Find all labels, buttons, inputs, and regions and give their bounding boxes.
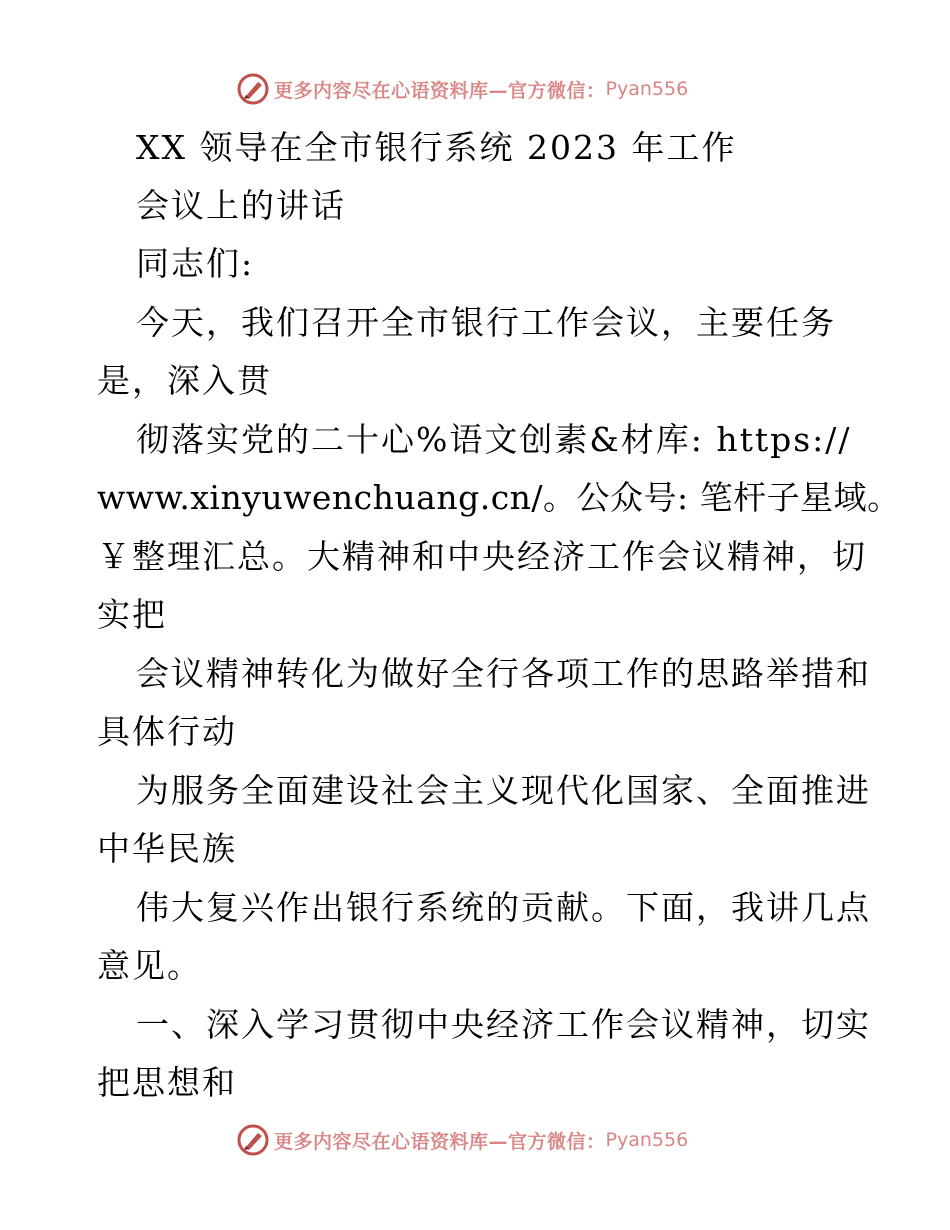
paragraph-line: 实把	[97, 595, 167, 634]
paragraph-line: 今天，我们召开全市银行工作会议，主要任务	[136, 303, 836, 342]
paragraph-line: 会议精神转化为做好全行各项工作的思路举措和	[136, 654, 871, 693]
header-watermark	[236, 72, 688, 106]
section-heading-line: 一、深入学习贯彻中央经济工作会议精神，切实	[136, 1005, 871, 1044]
title-line-1: XX 领导在全市银行系统 2023 年工作	[136, 128, 737, 167]
paragraph-line: 是，深入贯	[97, 361, 272, 400]
paragraph-line: 为服务全面建设社会主义现代化国家、全面推进	[136, 771, 871, 810]
footer-watermark	[236, 1123, 688, 1157]
paragraph-line: 具体行动	[97, 712, 237, 751]
paragraph-line: 彻落实党的二十心%语文创素&材库: https://	[136, 420, 852, 459]
watermark-text: 更多内容尽在心语资料库—官方微信：	[274, 1130, 606, 1153]
paragraph-line: www.xinyuwenchuang.cn/。公众号: 笔杆子星域。	[97, 478, 901, 517]
paragraph-line: ￥整理汇总。大精神和中央经济工作会议精神，切	[97, 537, 867, 576]
watermark-wechat-id: Pyan556	[605, 78, 689, 100]
title-line-2: 会议上的讲话	[136, 186, 346, 225]
watermark-wechat-id: Pyan556	[605, 1129, 689, 1151]
pen-logo-icon	[236, 72, 270, 106]
paragraph-line: 意见。	[97, 946, 202, 985]
watermark-text: 更多内容尽在心语资料库—官方微信：	[274, 79, 606, 102]
salutation: 同志们:	[136, 244, 255, 283]
section-heading-line: 把思想和	[97, 1063, 237, 1102]
pen-logo-icon	[236, 1123, 270, 1157]
paragraph-line: 中华民族	[97, 829, 237, 868]
paragraph-line: 伟大复兴作出银行系统的贡献。下面，我讲几点	[136, 888, 871, 927]
